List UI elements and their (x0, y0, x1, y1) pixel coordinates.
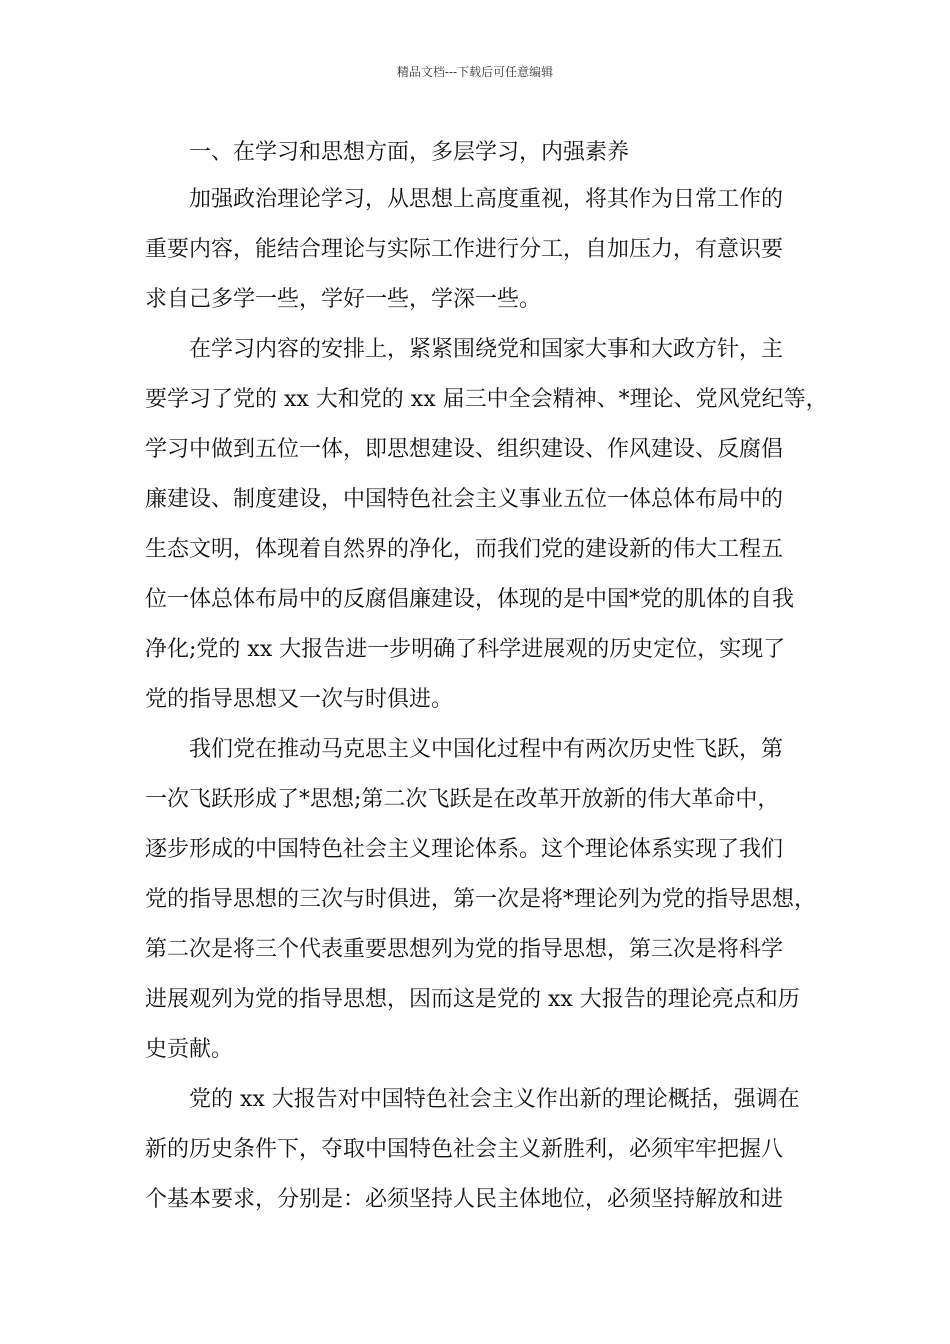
text-line: 净化;党的 xx 大报告进一步明确了科学进展观的历史定位，实现了 (145, 637, 786, 662)
page-header: 精品文档---下载后可任意编辑 (396, 65, 554, 79)
text-line: 党的 xx 大报告对中国特色社会主义作出新的理论概括，强调在 (189, 1087, 800, 1112)
text-line: 重要内容，能结合理论与实际工作进行分工，自加压力，有意识要 (145, 237, 784, 262)
text-line: 史贡献。 (145, 1037, 234, 1062)
text-line: 生态文明，体现着自然界的净化，而我们党的建设新的伟大工程五 (145, 537, 784, 562)
text-line: 我们党在推动马克思主义中国化过程中有两次历史性飞跃，第 (189, 737, 784, 762)
text-line: 位一体总体布局中的反腐倡廉建设，体现的是中国*党的肌体的自我 (145, 587, 795, 612)
text-line: 逐步形成的中国特色社会主义理论体系。这个理论体系实现了我们 (145, 837, 784, 862)
text-line: 新的历史条件下，夺取中国特色社会主义新胜利，必须牢牢把握八 (145, 1137, 784, 1162)
section-heading: 一、在学习和思想方面，多层学习，内强素养 (189, 140, 630, 165)
text-line: 学习中做到五位一体，即思想建设、组织建设、作风建设、反腐倡 (145, 437, 784, 462)
text-line: 党的指导思想又一次与时俱进。 (145, 687, 454, 712)
text-line: 党的指导思想的三次与时俱进，第一次是将*理论列为党的指导思想， (145, 887, 817, 912)
text-line: 进展观列为党的指导思想，因而这是党的 xx 大报告的理论亮点和历 (145, 987, 800, 1012)
text-line: 求自己多学一些，学好一些，学深一些。 (145, 287, 542, 312)
text-line: 要学习了党的 xx 大和党的 xx 届三中全会精神、*理论、党风党纪等， (145, 387, 828, 412)
text-line: 个基本要求，分别是：必须坚持人民主体地位，必须坚持解放和进 (145, 1187, 784, 1212)
text-line: 一次飞跃形成了*思想;第二次飞跃是在改革开放新的伟大革命中， (145, 787, 780, 812)
text-line: 廉建设、制度建设，中国特色社会主义事业五位一体总体布局中的 (145, 487, 784, 512)
text-line: 加强政治理论学习，从思想上高度重视，将其作为日常工作的 (189, 187, 784, 212)
text-line: 在学习内容的安排上，紧紧围绕党和国家大事和大政方针，主 (189, 337, 784, 362)
text-line: 第二次是将三个代表重要思想列为党的指导思想，第三次是将科学 (145, 937, 784, 962)
